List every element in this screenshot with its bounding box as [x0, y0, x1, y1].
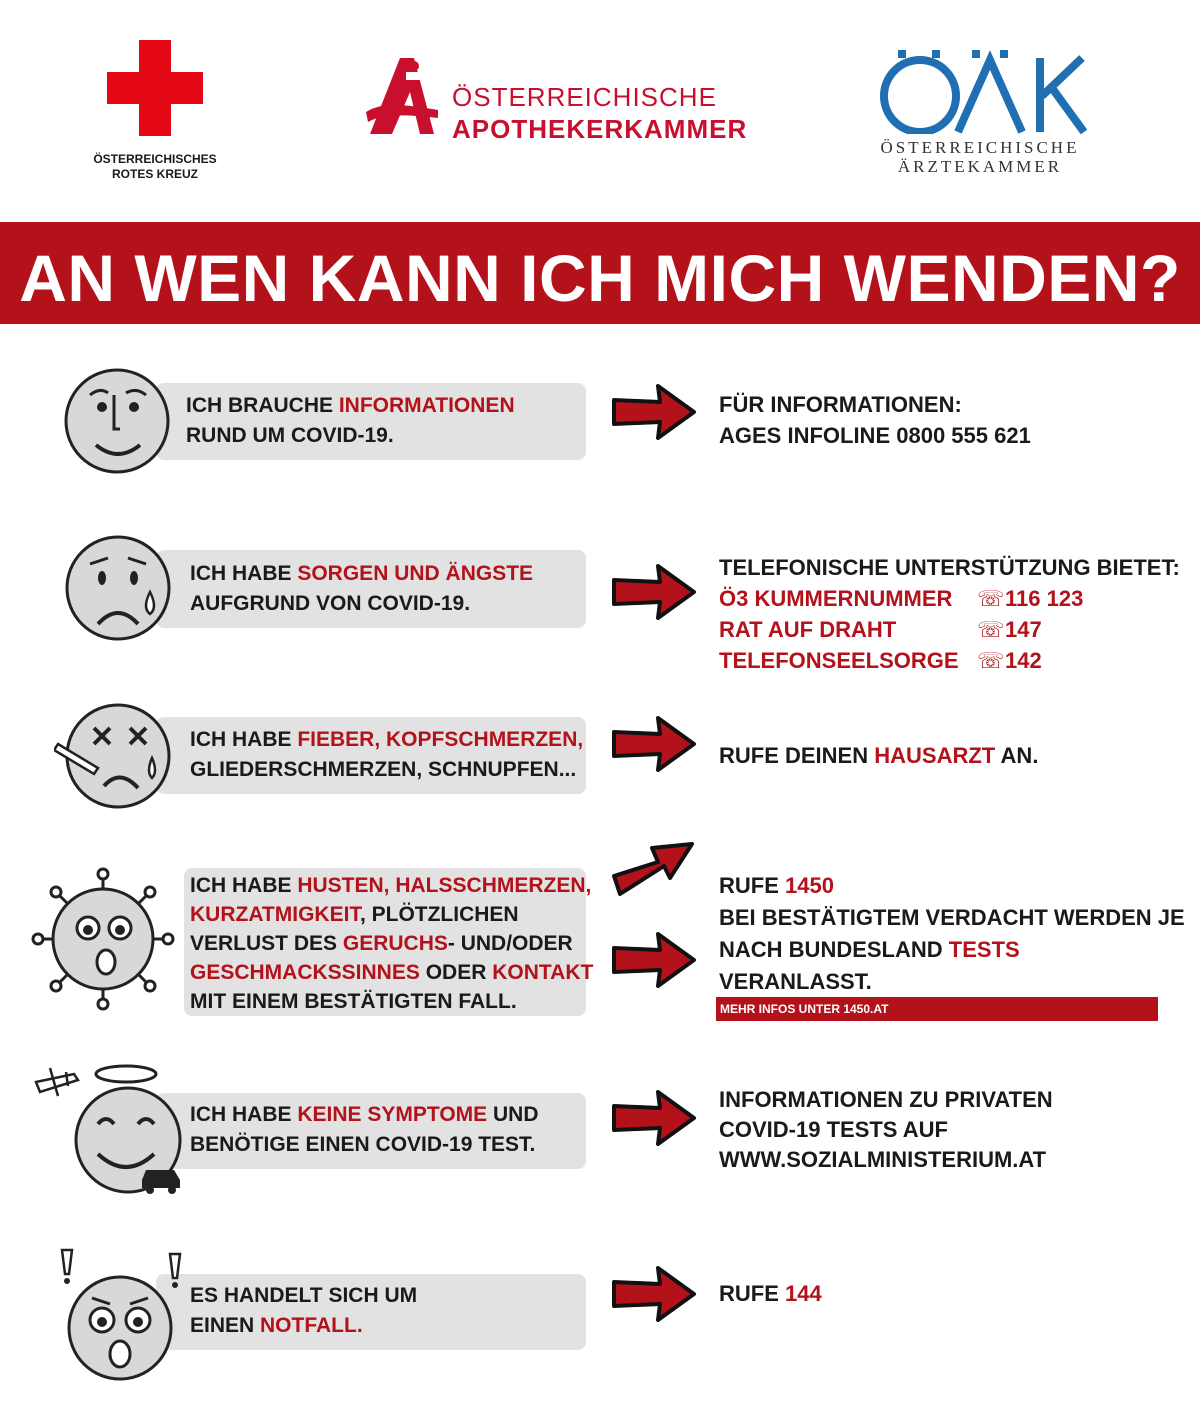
- question-bubble-3: [156, 717, 586, 794]
- apothekerkammer-logo: [362, 52, 748, 144]
- q2-text: ICH HABE: [190, 562, 298, 585]
- q3-text: ICH HABE: [190, 728, 298, 751]
- q4-highlight-3: GERUCHS: [342, 932, 448, 955]
- phone-number: 142: [1005, 648, 1042, 673]
- phone-row-rat-auf-draht: [719, 614, 1180, 645]
- q4-text-4: ODER: [419, 961, 493, 984]
- q1-text: ICH BRAUCHE: [186, 394, 339, 417]
- answer-5: [719, 1085, 1053, 1175]
- number-144: 144: [785, 1281, 822, 1306]
- arrow-right-icon: [612, 564, 696, 620]
- worried-face-icon: [62, 532, 174, 644]
- shocked-face-icon: [52, 1246, 188, 1382]
- answer-4-line4: VERANLASST.: [719, 969, 872, 994]
- answer-4-line3: NACH BUNDESLAND: [719, 937, 949, 962]
- q4-text-2: , PLÖTZLICHEN: [359, 903, 519, 926]
- answer-4: [719, 870, 1185, 998]
- q4-text: ICH HABE: [190, 874, 298, 897]
- question-bubble-5: [156, 1093, 586, 1169]
- answer-2: [719, 552, 1180, 676]
- q3-highlight-2: GLIEDERSCHMERZEN, SCHNUPFEN...: [190, 758, 577, 781]
- arrow-right-icon: [612, 1266, 696, 1322]
- ages-infoline: AGES INFOLINE 0800 555 621: [719, 423, 1031, 448]
- q4-text-5: MIT EINEM BESTÄTIGTEN FALL.: [190, 990, 517, 1013]
- phone-number: 116 123: [1005, 586, 1084, 611]
- thinking-face-icon: [62, 365, 172, 477]
- q1-highlight: INFORMATIONEN: [338, 394, 515, 417]
- phone-name: Ö3 KUMMERNUMMER: [719, 586, 953, 611]
- aerztekammer-logo: [860, 44, 1100, 184]
- answer-4-text: RUFE: [719, 873, 785, 898]
- q5-text: ICH HABE: [190, 1103, 298, 1126]
- answer-3-text-end: AN.: [995, 743, 1039, 768]
- answer-4-line2: BEI BESTÄTIGTEM VERDACHT WERDEN JE: [719, 905, 1185, 930]
- oak-mark-icon: [860, 44, 1100, 134]
- telephone-icon: ☏: [977, 648, 1005, 673]
- arrow-right-icon: [612, 1090, 696, 1146]
- phone-name: RAT AUF DRAHT: [719, 617, 897, 642]
- q1-text-2: RUND UM COVID-19.: [186, 424, 394, 447]
- q6-text-2: EINEN: [190, 1314, 261, 1337]
- arrow-right-icon: [612, 932, 696, 988]
- q3-highlight: FIEBER, KOPFSCHMERZEN,: [297, 728, 584, 751]
- sick-face-icon: [54, 698, 172, 814]
- q5-text-b: UND: [487, 1103, 539, 1126]
- q6-text: ES HANDELT SICH UM: [190, 1284, 418, 1307]
- telephone-icon: ☏: [977, 617, 1005, 642]
- question-bubble-6: [156, 1274, 586, 1350]
- phone-name: TELEFONSEELSORGE: [719, 648, 959, 673]
- telephone-icon: ☏: [977, 586, 1005, 611]
- arrow-up-right-icon: [612, 836, 696, 902]
- q4-highlight-5: KONTAKT: [492, 961, 594, 984]
- answer-3: [719, 740, 1038, 771]
- rotes-kreuz-logo: [80, 40, 230, 190]
- apothekerkammer-line2: APOTHEKERKAMMER: [452, 114, 748, 144]
- tests-highlight: TESTS: [948, 937, 1020, 962]
- apothekerkammer-line1: ÖSTERREICHISCHE: [452, 82, 717, 112]
- q4-highlight: HUSTEN, HALSSCHMERZEN,: [297, 874, 592, 897]
- more-info-text: MEHR INFOS UNTER 1450.AT: [720, 1002, 889, 1016]
- number-1450: 1450: [785, 873, 834, 898]
- rotes-kreuz-line1: ÖSTERREICHISCHES: [93, 152, 217, 166]
- notfall-highlight: NOTFALL.: [260, 1314, 363, 1337]
- rotes-kreuz-line2: ROTES KREUZ: [111, 167, 198, 181]
- aerztekammer-line1: ÖSTERREICHISCHE: [880, 138, 1080, 157]
- answer-5-line1: INFORMATIONEN ZU PRIVATEN: [719, 1087, 1053, 1112]
- q2-highlight: SORGEN UND ÄNGSTE: [297, 562, 534, 585]
- question-bubble-2: [156, 550, 586, 628]
- q4-highlight-2: KURZATMIGKEIT: [190, 903, 360, 926]
- more-info-bar: [716, 997, 1158, 1021]
- q4-text-3b: - UND/ODER: [447, 932, 573, 955]
- question-bubble-1: [156, 383, 586, 460]
- phone-row-telefonseelsorge: [719, 645, 1180, 676]
- answer-5-line2: COVID-19 TESTS AUF: [719, 1117, 948, 1142]
- red-cross-icon: [107, 40, 203, 136]
- page-title: AN WEN KANN ICH MICH WENDEN?: [19, 241, 1181, 315]
- angel-face-icon: [34, 1062, 184, 1196]
- q2-text-2: AUFGRUND VON COVID-19.: [190, 592, 471, 615]
- answer-1: [719, 389, 1031, 451]
- arrow-right-icon: [612, 384, 696, 440]
- q4-text-3: VERLUST DES: [190, 932, 343, 955]
- hausarzt-highlight: HAUSARZT: [874, 743, 996, 768]
- answer-1-line1: FÜR INFORMATIONEN:: [719, 392, 962, 417]
- phone-row-oe3: [719, 583, 1180, 614]
- sozialministerium-link[interactable]: WWW.SOZIALMINISTERIUM.AT: [719, 1147, 1047, 1172]
- answer-6-text: RUFE: [719, 1281, 785, 1306]
- question-bubble-4: [184, 868, 594, 1016]
- apotheken-a-icon: [362, 52, 442, 142]
- phone-number: 147: [1005, 617, 1042, 642]
- answer-6: [719, 1278, 822, 1309]
- q5-text-2: BENÖTIGE EINEN COVID-19 TEST.: [190, 1133, 536, 1156]
- q5-highlight: KEINE SYMPTOME: [297, 1103, 488, 1126]
- virus-face-icon: [28, 866, 178, 1012]
- answer-3-text: RUFE DEINEN: [719, 743, 875, 768]
- arrow-right-icon: [612, 716, 696, 772]
- q4-highlight-4: GESCHMACKSSINNES: [190, 961, 420, 984]
- title-banner: [0, 222, 1200, 324]
- answer-2-line1: TELEFONISCHE UNTERSTÜTZUNG BIETET:: [719, 555, 1180, 580]
- aerztekammer-line2: ÄRZTEKAMMER: [897, 157, 1063, 176]
